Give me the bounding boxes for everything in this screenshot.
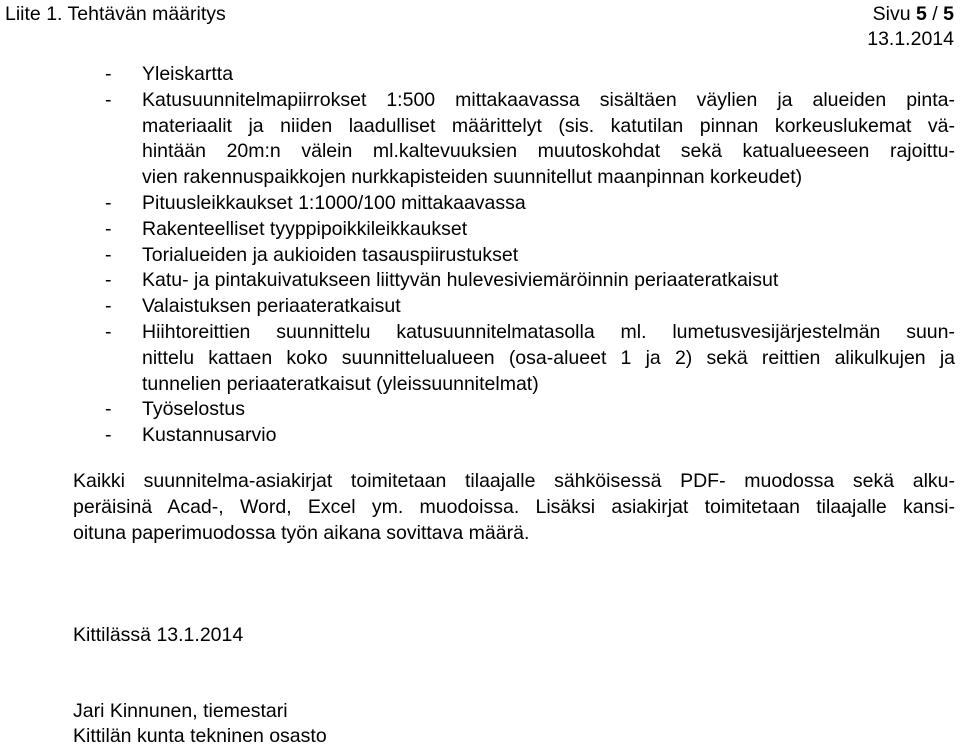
paragraph-line: Kaikki suunnitelma-asiakirjat toimitetaan tilaajalle sähköisessä PDF- muodossa sekä alku-	[73, 470, 955, 492]
page-current: 5	[916, 3, 927, 25]
list-item	[105, 217, 955, 243]
list-dash: -	[105, 269, 112, 292]
header-page-info	[867, 2, 954, 52]
list-dash: -	[105, 243, 112, 266]
list-item-text: tunnelien periaateratkaisut (yleissuunnitelmat)	[142, 372, 539, 395]
list-item-text: Yleiskartta	[142, 63, 234, 85]
list-item-text: Pituusleikkaukset 1:1000/100 mittakaavassa	[142, 191, 526, 214]
page-number	[867, 2, 954, 27]
list-item-text: Katu- ja pintakuivatukseen liittyvän hulevesiviemäröinnin periaateratkaisut	[142, 269, 779, 292]
header-date: 13.1.2014	[867, 28, 954, 50]
list-item-text: vien rakennuspaikkojen nurkkapisteiden suunnitellut maanpinnan korkeudet)	[142, 166, 803, 189]
list-item-text: Katusuunnitelmapiirrokset 1:500 mittakaavassa sisältäen väylien ja alueiden pinta-	[142, 88, 955, 111]
signer-organization: Kittilän kunta tekninen osasto	[73, 725, 327, 747]
list-item-text: Rakenteelliset tyyppipoikkileikkaukset	[142, 217, 468, 240]
page-prefix: Sivu	[872, 3, 917, 25]
list-dash: -	[105, 320, 112, 343]
paragraph-line: oituna paperimuodossa työn aikana sovittava määrä.	[73, 522, 530, 544]
list-item-text: hintään 20m:n välein ml.kaltevuuksien muutoskohdat sekä katualueeseen rajoittu-	[142, 140, 955, 163]
list-dash: -	[105, 424, 112, 447]
list-dash: -	[105, 191, 112, 214]
place-and-date: Kittilässä 13.1.2014	[73, 624, 244, 646]
list-item	[105, 88, 955, 191]
list-item	[105, 320, 955, 397]
list-item-text: Valaistuksen periaateratkaisut	[142, 295, 401, 318]
list-item-text: Torialueiden ja aukioiden tasauspiirustukset	[142, 243, 519, 266]
list-item	[105, 397, 955, 423]
list-item-text: Kustannusarvio	[142, 424, 277, 447]
delivery-paragraph	[73, 468, 955, 546]
list-item	[105, 191, 955, 217]
list-item-text: nittelu kattaen koko suunnittelualueen (osa-alueet 1 ja 2) sekä reittien alikulkujen ja	[142, 346, 955, 369]
paragraph-line: peräisinä Acad-, Word, Excel ym. muodoissa. Lisäksi asiakirjat toimitetaan tilaajalle kansi-	[73, 496, 955, 518]
list-dash: -	[105, 217, 112, 240]
list-dash: -	[105, 398, 112, 421]
list-item-text: materiaalit ja niiden laadulliset määrittelyt (sis. katutilan pinnan korkeuslukemat vä-	[142, 114, 955, 137]
deliverables-list	[105, 62, 955, 449]
list-item	[105, 294, 955, 320]
list-dash: -	[105, 295, 112, 318]
list-item	[105, 62, 955, 88]
list-item-text: Työselostus	[142, 398, 245, 421]
list-item-text: Hiihtoreittien suunnittelu katusuunnitelmatasolla ml. lumetusvesijärjestelmän suun-	[142, 320, 955, 343]
page-total: 5	[943, 3, 954, 25]
signature-block	[73, 699, 327, 749]
list-item	[105, 243, 955, 269]
list-item	[105, 268, 955, 294]
list-dash: -	[105, 88, 112, 111]
page-separator: /	[926, 3, 944, 25]
list-dash: -	[105, 63, 112, 85]
signer-name-title: Jari Kinnunen, tiemestari	[73, 700, 288, 722]
list-item	[105, 423, 955, 449]
header-title: Liite 1. Tehtävän määritys	[5, 3, 226, 25]
